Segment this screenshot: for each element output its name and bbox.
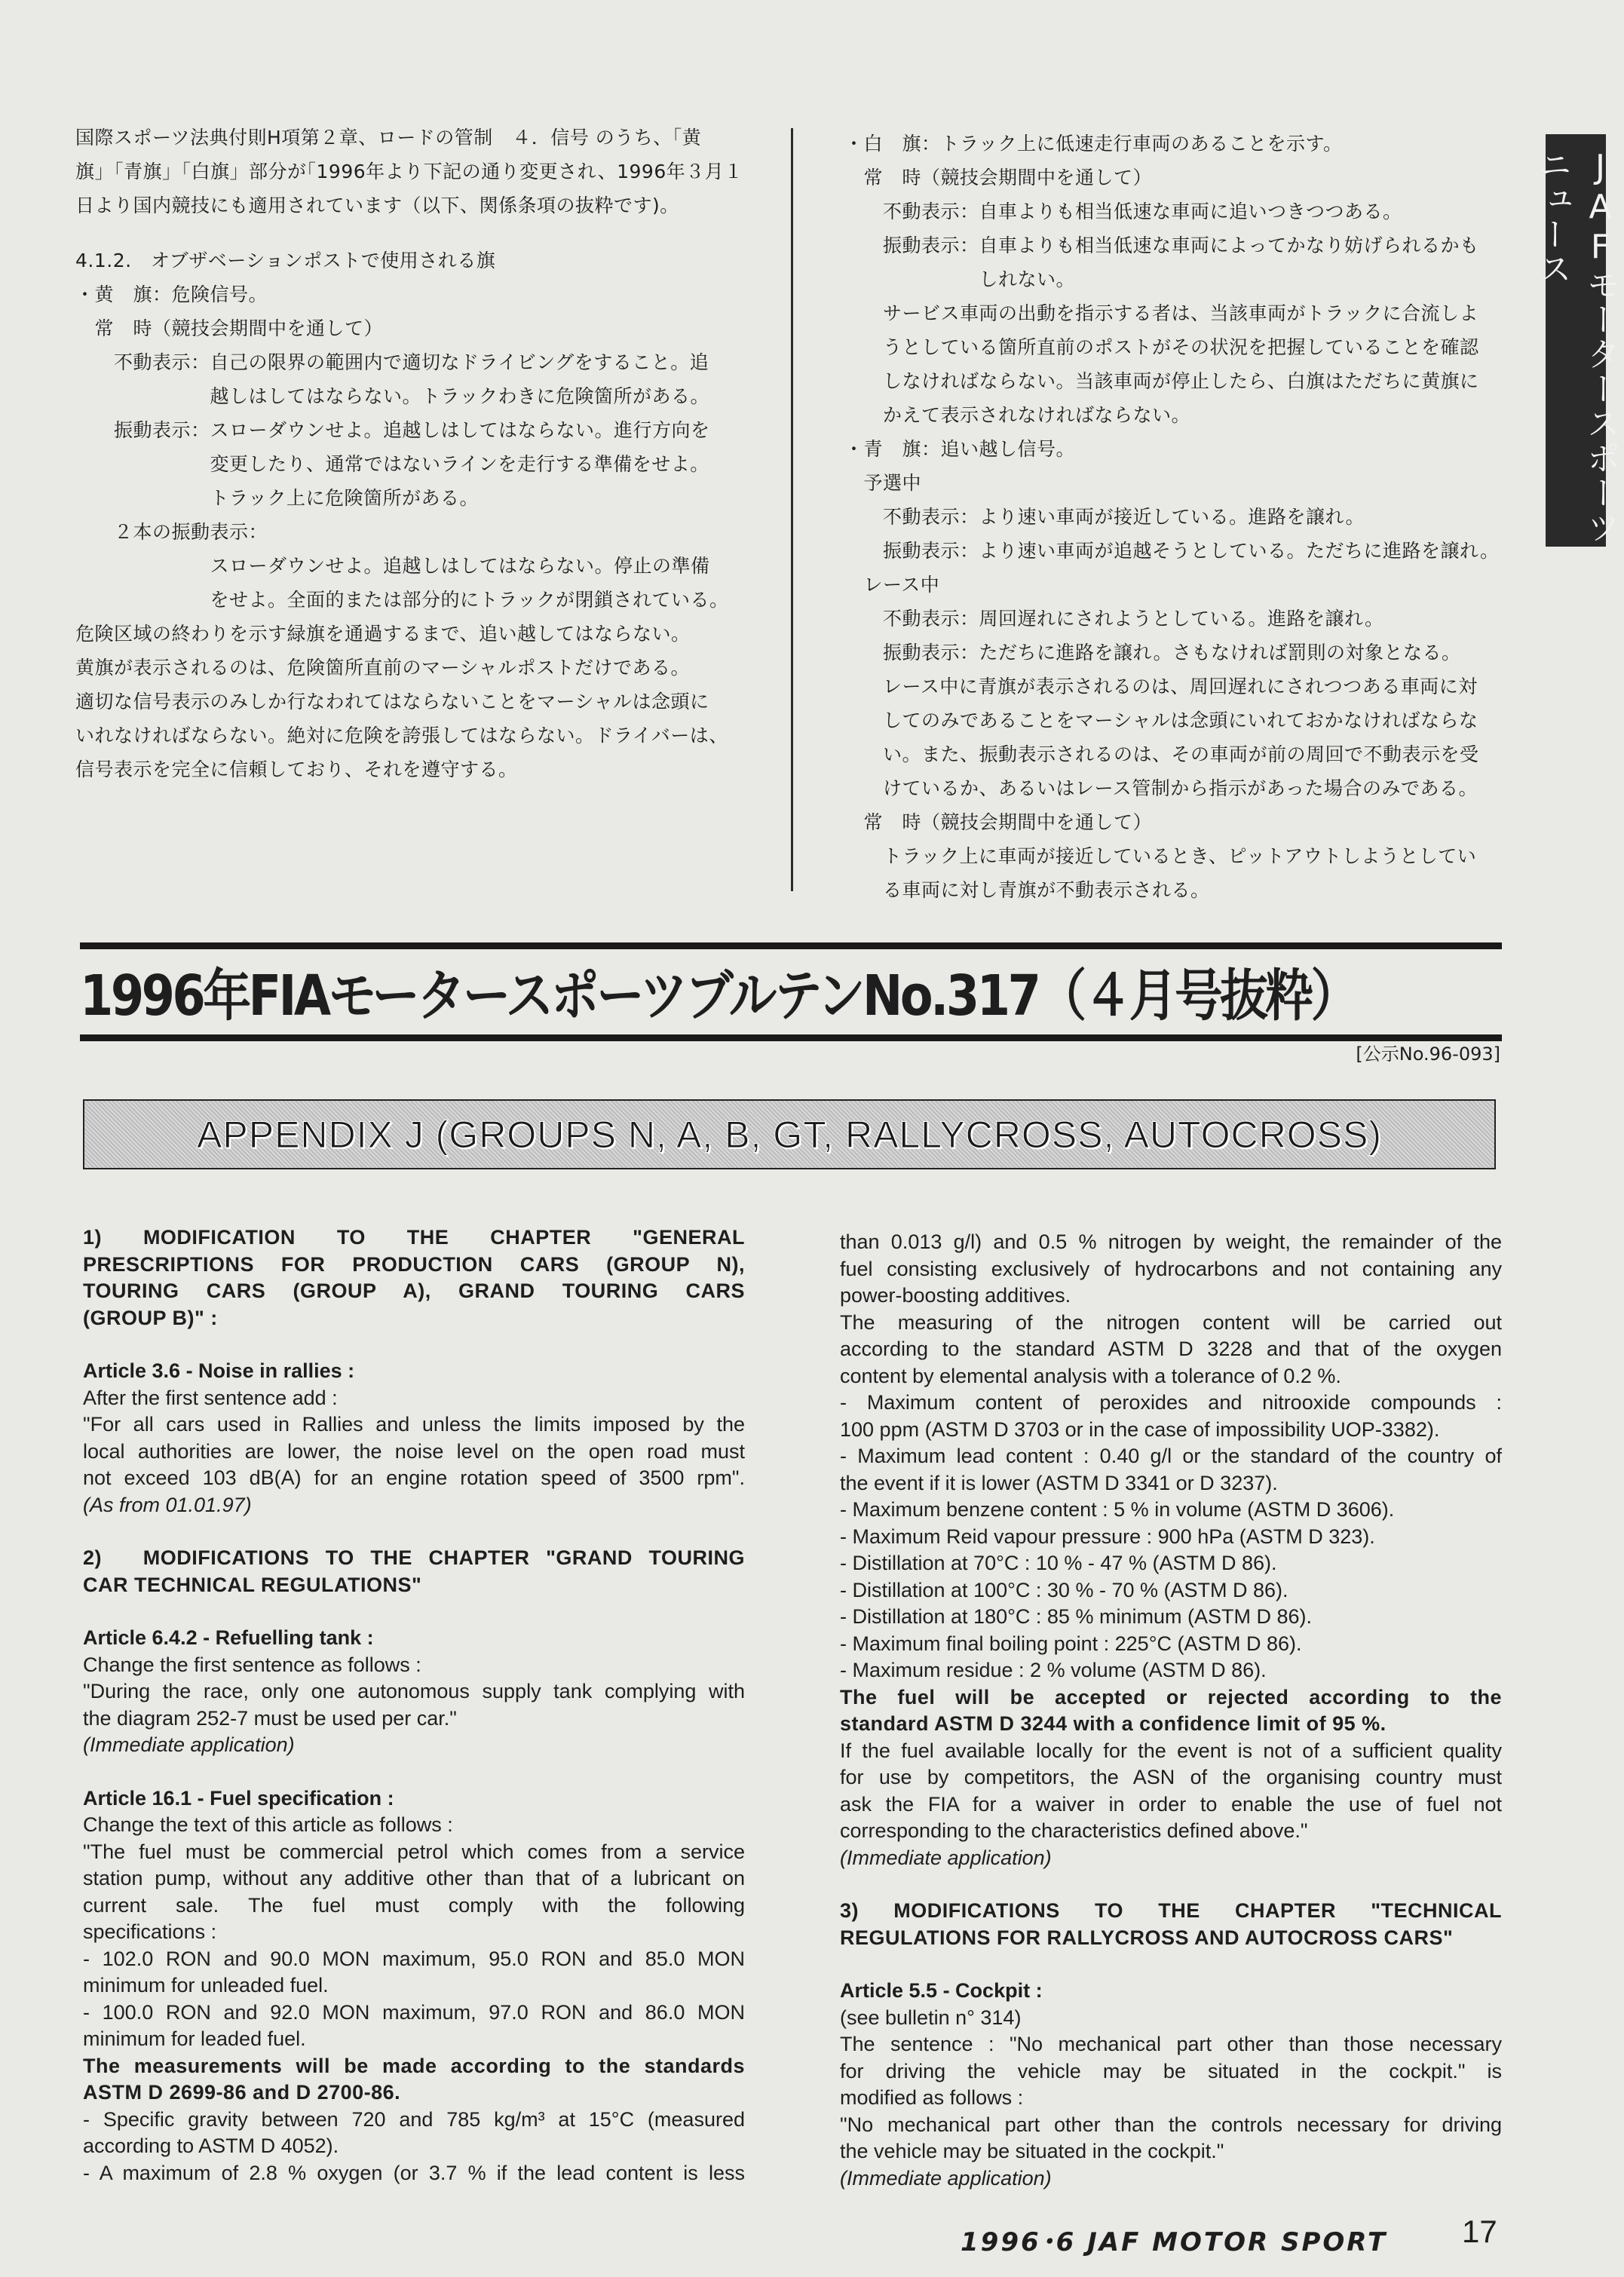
text-line: 4.1.2. オブザベーションポストで使用される旗 bbox=[75, 250, 496, 271]
text-line: minimum for unleaded fuel. bbox=[83, 1974, 329, 1997]
section-heading-line: ASTM D 2699-86 and D 2700-86. bbox=[83, 2081, 401, 2104]
text-line: according to the standard ASTM D 3228 and that of the oxygen bbox=[840, 1338, 1502, 1360]
text-line: トラック上に車両が接近しているとき、ピットアウトしようとしてい bbox=[844, 845, 1477, 867]
text-line: power-boosting additives. bbox=[840, 1284, 1071, 1307]
text-line: い。また、振動表示されるのは、その車両が前の周回で不動表示を受 bbox=[844, 743, 1479, 765]
text-line: - Maximum Reid vapour pressure : 900 hPa (ASTM D 323). bbox=[840, 1525, 1375, 1548]
text-line: けているか、あるいはレース管制から指示があった場合のみである。 bbox=[844, 777, 1478, 799]
text-line: - Distillation at 100°C : 30 % - 70 % (ASTM D 86). bbox=[840, 1578, 1288, 1601]
text-line: Change the first sentence as follows : bbox=[83, 1653, 421, 1676]
text-line: Change the text of this article as follows : bbox=[83, 1813, 453, 1836]
paragraph-gap bbox=[840, 1871, 1502, 1898]
section-heading-line: 1) MODIFICATION TO THE CHAPTER "GENERAL bbox=[83, 1226, 745, 1249]
text-line: 振動表示：自車よりも相当低速な車両によってかなり妨げられるかも bbox=[844, 234, 1479, 256]
text-line: しなければならない。当該車両が停止したら、白旗はただちに黄旗に bbox=[844, 370, 1479, 392]
text-line: local authorities are lower, the noise level on the open road must bbox=[83, 1439, 745, 1463]
text-line: 国際スポーツ法典付則H項第２章、ロードの管制 ４．信号 のうち、｢黄 bbox=[75, 127, 702, 149]
section-heading-line: standard ASTM D 3244 with a confidence limit of 95 %. bbox=[840, 1712, 1387, 1735]
paragraph-gap bbox=[83, 1759, 745, 1785]
text-line: 100 ppm (ASTM D 3703 or in the case of impossibility UOP-3382). bbox=[840, 1417, 1440, 1441]
title-rule-bottom bbox=[80, 1034, 1502, 1041]
japanese-column-left bbox=[75, 121, 754, 786]
text-line: レース中に青旗が表示されるのは、周回遅れにされつつある車両に対 bbox=[844, 676, 1478, 697]
application-note: (Immediate application) bbox=[83, 1733, 295, 1756]
text-line: content by elemental analysis with a tolerance of 0.2 %. bbox=[840, 1364, 1341, 1387]
text-line: うとしている箇所直前のポストがその状況を把握していることを確認 bbox=[844, 336, 1479, 358]
paragraph-gap bbox=[83, 1332, 745, 1358]
text-line: 振動表示：スローダウンせよ。追越しはしてはならない。進行方向を bbox=[75, 419, 710, 441]
text-line: 常 時（競技会期間中を通して） bbox=[844, 167, 1153, 188]
text-line: for driving the vehicle may be situated in the cockpit." is bbox=[840, 2059, 1502, 2082]
text-line: 信号表示を完全に信頼しており、それを遵守する。 bbox=[75, 758, 518, 780]
text-line: 旗｣「青旗」「白旗」部分が｢1996年より下記の通り変更され、1996年３月１ bbox=[75, 161, 743, 182]
text-line: ・白 旗：トラック上に低速走行車両のあることを示す。 bbox=[844, 133, 1343, 155]
text-line: according to ASTM D 4052). bbox=[83, 2134, 339, 2157]
application-note: (As from 01.01.97) bbox=[83, 1493, 252, 1516]
text-line: サービス車両の出動を指示する者は、当該車両がトラックに合流しよ bbox=[844, 302, 1479, 324]
text-line: - 102.0 RON and 90.0 MON maximum, 95.0 RON and 85.0 MON bbox=[83, 1947, 745, 1970]
text-line: ・黄 旗：危険信号。 bbox=[75, 283, 268, 305]
text-line: 危険区域の終わりを示す緑旗を通過するまで、追い越してはならない。 bbox=[75, 623, 691, 645]
japanese-column-right bbox=[844, 127, 1523, 907]
text-line: - Distillation at 180°C : 85 % minimum (ASTM D 86). bbox=[840, 1605, 1312, 1628]
text-line: 適切な信号表示のみしか行なわれてはならないことをマーシャルは念頭に bbox=[75, 691, 709, 713]
text-line: After the first sentence add : bbox=[83, 1386, 338, 1409]
section-heading-line: The fuel will be accepted or rejected according to the bbox=[840, 1685, 1502, 1709]
paragraph-gap bbox=[83, 1519, 745, 1545]
section-heading-line: TOURING CARS (GROUP A), GRAND TOURING CARS bbox=[83, 1279, 745, 1302]
paragraph-gap bbox=[840, 1951, 1502, 1978]
text-line: fuel consisting exclusively of hydrocarbons and not containing any bbox=[840, 1257, 1502, 1280]
text-line: 不動表示：自己の限界の範囲内で適切なドライビングをすること。追 bbox=[75, 351, 709, 373]
text-line: than 0.013 g/l) and 0.5 % nitrogen by weight, the remainder of the bbox=[840, 1230, 1502, 1253]
section-heading-line: The measurements will be made according to the standards bbox=[83, 2054, 745, 2077]
text-line: - Maximum content of peroxides and nitrooxide compounds : bbox=[840, 1391, 1502, 1414]
text-line: レース中 bbox=[844, 574, 940, 596]
text-line: いれなければならない。絶対に危険を誇張してはならない。ドライバーは、 bbox=[75, 725, 728, 746]
text-line: してのみであることをマーシャルは念頭にいれておかなければならな bbox=[844, 709, 1478, 731]
text-line: ask the FIA for a waiver in order to enable the use of fuel not bbox=[840, 1792, 1502, 1816]
text-line: corresponding to the characteristics defined above." bbox=[840, 1819, 1308, 1842]
column-divider bbox=[791, 128, 793, 891]
text-line: 不動表示：より速い車両が接近している。進路を譲れ。 bbox=[844, 506, 1365, 528]
text-line: 越しはしてはならない。トラックわきに危険箇所がある。 bbox=[75, 385, 710, 407]
text-line: "No mechanical part other than the controls necessary for driving bbox=[840, 2113, 1502, 2136]
text-line: 予選中 bbox=[844, 472, 922, 494]
bulletin-title: 1996年FIAモータースポーツブルテンNo.317（４月号抜粋） bbox=[80, 964, 1356, 1028]
text-line: for use by competitors, the ASN of the organising country must bbox=[840, 1766, 1502, 1788]
section-tab-label: JAFモータースポーツニュース bbox=[1533, 148, 1619, 545]
section-heading-line: REGULATIONS FOR RALLYCROSS AND AUTOCROSS CARS" bbox=[840, 1926, 1454, 1949]
text-line: 不動表示：自車よりも相当低速な車両に追いつきつつある。 bbox=[844, 201, 1402, 222]
text-line: ２本の振動表示： bbox=[75, 521, 268, 543]
text-line: "The fuel must be commercial petrol which comes from a service bbox=[83, 1840, 745, 1863]
section-tab bbox=[1533, 134, 1619, 547]
section-heading-line: (GROUP B)" : bbox=[83, 1306, 218, 1329]
article-heading: Article 6.4.2 - Refuelling tank : bbox=[83, 1626, 374, 1649]
article-heading: Article 16.1 - Fuel specification : bbox=[83, 1786, 394, 1810]
text-line: 黄旗が表示されるのは、危険箇所直前のマーシャルポストだけである。 bbox=[75, 657, 691, 679]
text-line: - Maximum benzene content : 5 % in volume (ASTM D 3606). bbox=[840, 1498, 1395, 1521]
section-heading-line: CAR TECHNICAL REGULATIONS" bbox=[83, 1573, 422, 1596]
text-line: - Maximum final boiling point : 225°C (ASTM D 86). bbox=[840, 1632, 1302, 1655]
text-line: をせよ。全面的または部分的にトラックが閉鎖されている。 bbox=[75, 589, 729, 611]
text-line: トラック上に危険箇所がある。 bbox=[75, 487, 480, 509]
article-heading: Article 5.5 - Cockpit : bbox=[840, 1979, 1043, 2002]
text-line: (see bulletin n° 314) bbox=[840, 2006, 1022, 2029]
text-line: る車両に対し青旗が不動表示される。 bbox=[844, 879, 1210, 901]
text-line: minimum for leaded fuel. bbox=[83, 2027, 306, 2050]
text-line: specifications : bbox=[83, 1920, 217, 1943]
title-rule-top bbox=[80, 942, 1502, 949]
text-line: しれない。 bbox=[844, 268, 1076, 290]
text-line: - Distillation at 70°C : 10 % - 47 % (ASTM D 86). bbox=[840, 1552, 1277, 1574]
appendix-heading-box bbox=[83, 1099, 1496, 1169]
text-line: - 100.0 RON and 92.0 MON maximum, 97.0 RON and 86.0 MON bbox=[83, 2000, 745, 2024]
english-column-left bbox=[83, 1224, 745, 2187]
text-line bbox=[75, 222, 754, 244]
text-line: the vehicle may be situated in the cockpit." bbox=[840, 2140, 1224, 2162]
text-line: not exceed 103 dB(A) for an engine rotation speed of 3500 rpm". bbox=[83, 1466, 745, 1489]
section-heading-line: PRESCRIPTIONS FOR PRODUCTION CARS (GROUP N), bbox=[83, 1252, 745, 1276]
text-line: 常 時（競技会期間中を通して） bbox=[844, 811, 1153, 833]
text-line: 振動表示：より速い車両が追越そうとしている。ただちに進路を譲れ。 bbox=[844, 540, 1500, 562]
text-line: If the fuel available locally for the event is not of a sufficient quality bbox=[840, 1739, 1502, 1762]
english-column-right bbox=[840, 1229, 1502, 2192]
application-note: (Immediate application) bbox=[840, 2166, 1052, 2190]
text-line: ・青 旗：追い越し信号。 bbox=[844, 438, 1076, 460]
section-heading-line: 3) MODIFICATIONS TO THE CHAPTER "TECHNICAL bbox=[840, 1899, 1502, 1922]
text-line: "For all cars used in Rallies and unless the limits imposed by the bbox=[83, 1413, 745, 1436]
footer-journal-title: 1996･6 JAF MOTOR SPORT bbox=[961, 2227, 1388, 2257]
text-line: current sale. The fuel must comply with the following bbox=[83, 1893, 745, 1917]
page-number: 17 bbox=[1462, 2214, 1497, 2249]
bulletin-code: [公示No.96-093] bbox=[1356, 1043, 1500, 1065]
text-line: the event if it is lower (ASTM D 3341 or D 3237). bbox=[840, 1471, 1278, 1494]
text-line: The sentence : "No mechanical part other than those necessary bbox=[840, 2033, 1502, 2055]
text-line: - Maximum lead content : 0.40 g/l or the standard of the country of bbox=[840, 1445, 1502, 1467]
text-line: 不動表示：周回遅れにされようとしている。進路を譲れ。 bbox=[844, 608, 1384, 630]
text-line: 常 時（競技会期間中を通して） bbox=[75, 317, 384, 339]
appendix-heading: APPENDIX J (GROUPS N, A, B, GT, RALLYCROSS, AUTOCROSS) bbox=[197, 1113, 1382, 1156]
text-line: station pump, without any additive other than that of a lubricant on bbox=[83, 1867, 745, 1889]
text-line: - Specific gravity between 720 and 785 kg/m³ at 15°C (measured bbox=[83, 2107, 745, 2131]
text-line: the diagram 252-7 must be used per car." bbox=[83, 1706, 457, 1730]
paragraph-gap bbox=[83, 1598, 745, 1625]
section-heading-line: 2) MODIFICATIONS TO THE CHAPTER "GRAND TOURING bbox=[83, 1546, 745, 1569]
text-line: 振動表示：ただちに進路を譲れ。さもなければ罰則の対象となる。 bbox=[844, 642, 1461, 663]
text-line: The measuring of the nitrogen content will be carried out bbox=[840, 1310, 1502, 1334]
text-line: - Maximum residue : 2 % volume (ASTM D 86). bbox=[840, 1659, 1267, 1681]
text-line: 変更したり、通常ではないラインを走行する準備をせよ。 bbox=[75, 453, 709, 475]
text-line: - A maximum of 2.8 % oxygen (or 3.7 % if the lead content is less bbox=[83, 2161, 745, 2184]
text-line: かえて表示されなければならない。 bbox=[844, 404, 1191, 426]
article-heading: Article 3.6 - Noise in rallies : bbox=[83, 1359, 355, 1382]
text-line: modified as follows : bbox=[840, 2086, 1024, 2109]
text-line: "During the race, only one autonomous supply tank complying with bbox=[83, 1680, 745, 1702]
text-line: スローダウンせよ。追越しはしてはならない。停止の準備 bbox=[75, 555, 710, 577]
text-line: 日より国内競技にも適用されています（以下、関係条項の抜粋です)。 bbox=[75, 195, 679, 216]
application-note: (Immediate application) bbox=[840, 1846, 1052, 1869]
